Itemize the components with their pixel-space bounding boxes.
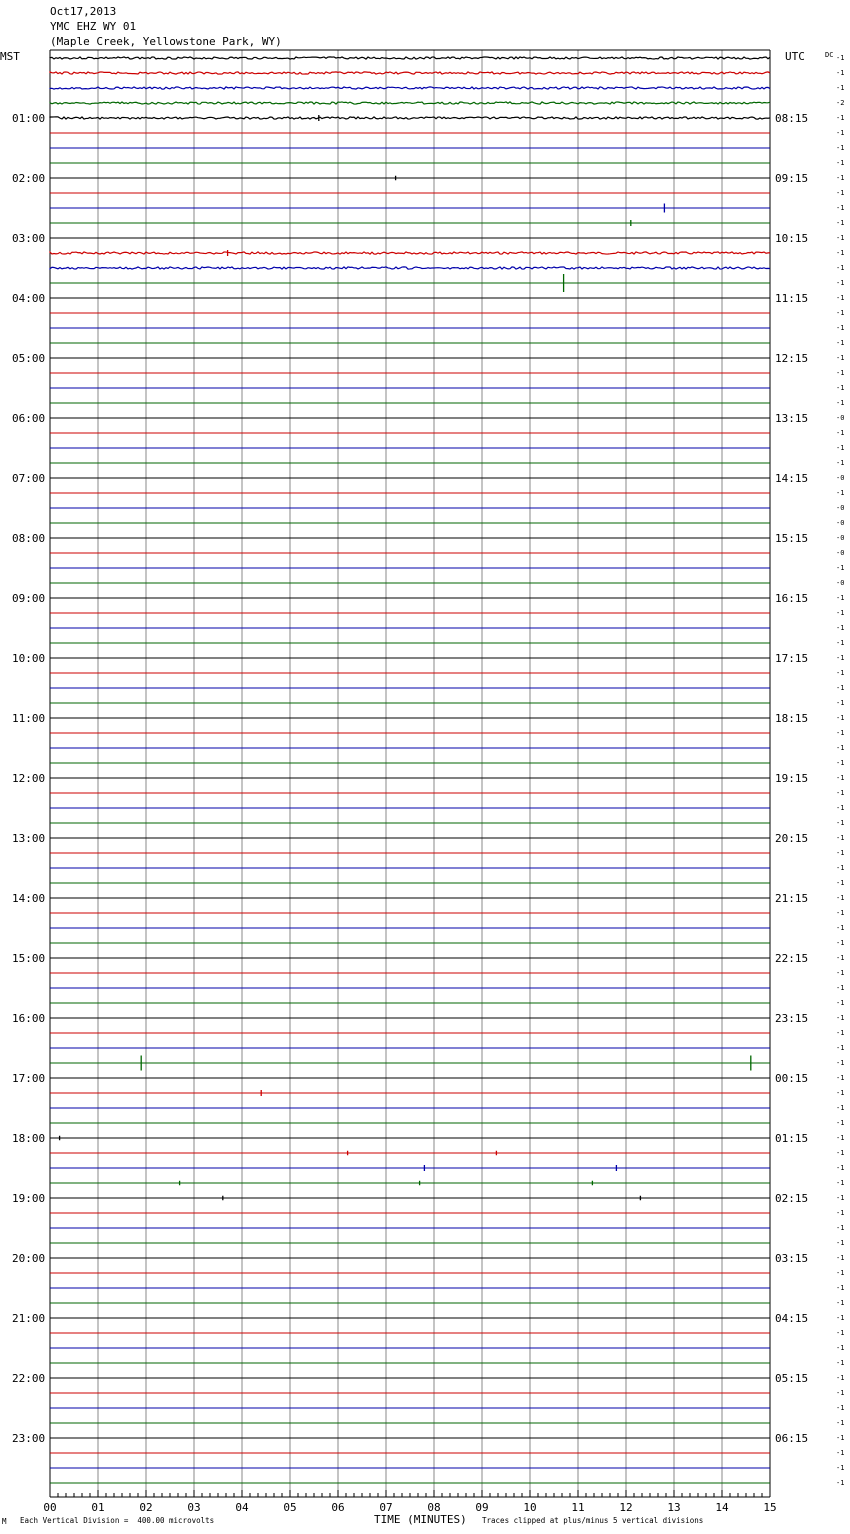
x-tick-label: 07 xyxy=(379,1501,393,1514)
trace-line xyxy=(50,252,770,254)
dc-offset-label: -1 xyxy=(836,459,845,467)
dc-offset-label: -1 xyxy=(836,1344,845,1352)
trace-line xyxy=(50,87,770,89)
mst-hour-label: 21:00 xyxy=(12,1312,46,1325)
utc-label: UTC xyxy=(785,50,805,63)
dc-offset-label: -1 xyxy=(836,234,845,242)
dc-offset-label: -1 xyxy=(836,999,845,1007)
dc-offset-label: -1 xyxy=(836,384,845,392)
dc-offset-label: -1 xyxy=(836,159,845,167)
dc-offset-label: -1 xyxy=(836,924,845,932)
dc-offset-label: -1 xyxy=(836,1479,845,1487)
dc-offset-label: -1 xyxy=(836,1299,845,1307)
dc-offset-label: -1 xyxy=(836,1404,845,1412)
footer-mark: M xyxy=(2,1517,7,1526)
dc-offset-label: -1 xyxy=(836,429,845,437)
clip-note: Traces clipped at plus/minus 5 vertical divisions xyxy=(482,1516,704,1525)
dc-offset-label: -1 xyxy=(836,1089,845,1097)
dc-offset-label: -1 xyxy=(836,1254,845,1262)
utc-hour-label: 16:15 xyxy=(775,592,809,605)
dc-offset-label: -1 xyxy=(836,1209,845,1217)
dc-offset-label: -1 xyxy=(836,1284,845,1292)
dc-offset-label: -1 xyxy=(836,1179,845,1187)
dc-offset-label: -1 xyxy=(836,114,845,122)
mst-hour-label: 23:00 xyxy=(12,1432,46,1445)
utc-hour-label: 18:15 xyxy=(775,712,809,725)
dc-offset-label: -1 xyxy=(836,1269,845,1277)
dc-offset-label: -1 xyxy=(836,144,845,152)
dc-offset-label: -1 xyxy=(836,654,845,662)
dc-offset-label: -1 xyxy=(836,744,845,752)
x-tick-label: 02 xyxy=(139,1501,153,1514)
dc-offset-label: -1 xyxy=(836,1059,845,1067)
dc-offset-label: -1 xyxy=(836,564,845,572)
dc-offset-label: -1 xyxy=(836,189,845,197)
date-label: Oct17,2013 xyxy=(50,5,117,18)
mst-hour-label: 06:00 xyxy=(12,412,46,425)
utc-hour-label: 15:15 xyxy=(775,532,809,545)
dc-offset-label: -1 xyxy=(836,399,845,407)
x-tick-label: 12 xyxy=(619,1501,633,1514)
mst-hour-label: 04:00 xyxy=(12,292,46,305)
dc-offset-label: -1 xyxy=(836,984,845,992)
mst-hour-label: 07:00 xyxy=(12,472,46,485)
x-tick-label: 05 xyxy=(283,1501,297,1514)
dc-offset-label: -1 xyxy=(836,1134,845,1142)
mst-hour-label: 03:00 xyxy=(12,232,46,245)
utc-hour-label: 12:15 xyxy=(775,352,809,365)
x-tick-label: 10 xyxy=(523,1501,537,1514)
trace-line xyxy=(50,57,770,59)
dc-offset-label: -1 xyxy=(836,1104,845,1112)
dc-offset-label: -1 xyxy=(836,669,845,677)
dc-offset-label: -0 xyxy=(836,519,845,527)
x-tick-label: 14 xyxy=(715,1501,729,1514)
trace-line xyxy=(50,72,770,74)
dc-offset-label: -1 xyxy=(836,804,845,812)
mst-hour-label: 05:00 xyxy=(12,352,46,365)
dc-offset-label: -1 xyxy=(836,729,845,737)
utc-hour-label: 02:15 xyxy=(775,1192,809,1205)
mst-label: MST xyxy=(0,50,20,63)
mst-hour-label: 18:00 xyxy=(12,1132,46,1145)
dc-offset-label: -1 xyxy=(836,339,845,347)
dc-offset-label: -1 xyxy=(836,759,845,767)
dc-offset-label: -1 xyxy=(836,939,845,947)
mst-hour-label: 19:00 xyxy=(12,1192,46,1205)
utc-hour-label: 00:15 xyxy=(775,1072,809,1085)
dc-offset-label: -1 xyxy=(836,219,845,227)
utc-hour-label: 21:15 xyxy=(775,892,809,905)
dc-label: DC xyxy=(825,51,834,59)
x-tick-label: 04 xyxy=(235,1501,249,1514)
dc-offset-label: -1 xyxy=(836,54,845,62)
dc-offset-label: -1 xyxy=(836,1359,845,1367)
dc-offset-label: -0 xyxy=(836,534,845,542)
mst-hour-label: 15:00 xyxy=(12,952,46,965)
dc-offset-label: -1 xyxy=(836,249,845,257)
dc-offset-label: -1 xyxy=(836,1434,845,1442)
dc-offset-label: -1 xyxy=(836,489,845,497)
dc-offset-label: -1 xyxy=(836,714,845,722)
dc-offset-label: -1 xyxy=(836,1194,845,1202)
x-tick-label: 15 xyxy=(763,1501,777,1514)
dc-offset-label: -1 xyxy=(836,369,845,377)
dc-offset-label: -1 xyxy=(836,1374,845,1382)
x-tick-label: 03 xyxy=(187,1501,201,1514)
location-label: (Maple Creek, Yellowstone Park, WY) xyxy=(50,35,282,48)
dc-offset-label: -1 xyxy=(836,774,845,782)
trace-line xyxy=(50,117,770,119)
station-label: YMC EHZ WY 01 xyxy=(50,20,137,33)
mst-hour-label: 09:00 xyxy=(12,592,46,605)
dc-offset-label: -1 xyxy=(836,1314,845,1322)
dc-offset-label: -1 xyxy=(836,969,845,977)
dc-offset-label: -1 xyxy=(836,1464,845,1472)
x-tick-label: 13 xyxy=(667,1501,681,1514)
dc-offset-label: -1 xyxy=(836,594,845,602)
x-tick-label: 09 xyxy=(475,1501,489,1514)
mst-hour-label: 16:00 xyxy=(12,1012,46,1025)
dc-offset-label: -1 xyxy=(836,1074,845,1082)
utc-hour-label: 17:15 xyxy=(775,652,809,665)
dc-offset-label: -1 xyxy=(836,1389,845,1397)
dc-offset-label: -1 xyxy=(836,1119,845,1127)
dc-offset-label: -1 xyxy=(836,129,845,137)
dc-offset-label: -2 xyxy=(836,99,845,107)
utc-hour-label: 05:15 xyxy=(775,1372,809,1385)
dc-offset-label: -0 xyxy=(836,579,845,587)
scale-note: Each Vertical Division = 400.00 microvolts xyxy=(20,1516,215,1525)
utc-hour-label: 06:15 xyxy=(775,1432,809,1445)
dc-offset-label: -1 xyxy=(836,1449,845,1457)
x-tick-label: 00 xyxy=(43,1501,57,1514)
dc-offset-label: -1 xyxy=(836,849,845,857)
dc-offset-label: -1 xyxy=(836,1044,845,1052)
utc-hour-label: 13:15 xyxy=(775,412,809,425)
utc-hour-label: 03:15 xyxy=(775,1252,809,1265)
dc-offset-label: -1 xyxy=(836,624,845,632)
mst-hour-label: 12:00 xyxy=(12,772,46,785)
dc-offset-label: -1 xyxy=(836,609,845,617)
x-tick-label: 11 xyxy=(571,1501,585,1514)
x-tick-label: 06 xyxy=(331,1501,345,1514)
dc-offset-label: -1 xyxy=(836,894,845,902)
dc-offset-label: -1 xyxy=(836,639,845,647)
trace-line xyxy=(50,267,770,269)
dc-offset-label: -1 xyxy=(836,909,845,917)
utc-hour-label: 20:15 xyxy=(775,832,809,845)
dc-offset-label: -0 xyxy=(836,504,845,512)
dc-offset-label: -1 xyxy=(836,684,845,692)
dc-offset-label: -1 xyxy=(836,324,845,332)
mst-hour-label: 08:00 xyxy=(12,532,46,545)
dc-offset-label: -1 xyxy=(836,1014,845,1022)
dc-offset-label: -1 xyxy=(836,834,845,842)
utc-hour-label: 22:15 xyxy=(775,952,809,965)
utc-hour-label: 01:15 xyxy=(775,1132,809,1145)
dc-offset-label: -0 xyxy=(836,414,845,422)
dc-offset-label: -1 xyxy=(836,879,845,887)
mst-hour-label: 17:00 xyxy=(12,1072,46,1085)
mst-hour-label: 02:00 xyxy=(12,172,46,185)
dc-offset-label: -1 xyxy=(836,1329,845,1337)
utc-hour-label: 23:15 xyxy=(775,1012,809,1025)
mst-hour-label: 01:00 xyxy=(12,112,46,125)
dc-offset-label: -1 xyxy=(836,1224,845,1232)
x-axis-title: TIME (MINUTES) xyxy=(374,1513,467,1526)
x-tick-label: 08 xyxy=(427,1501,441,1514)
dc-offset-label: -1 xyxy=(836,174,845,182)
utc-hour-label: 09:15 xyxy=(775,172,809,185)
dc-offset-label: -1 xyxy=(836,69,845,77)
dc-offset-label: -1 xyxy=(836,444,845,452)
mst-hour-label: 13:00 xyxy=(12,832,46,845)
utc-hour-label: 04:15 xyxy=(775,1312,809,1325)
mst-hour-label: 14:00 xyxy=(12,892,46,905)
dc-offset-label: -1 xyxy=(836,1239,845,1247)
dc-offset-label: -1 xyxy=(836,1149,845,1157)
mst-hour-label: 11:00 xyxy=(12,712,46,725)
dc-offset-label: -1 xyxy=(836,819,845,827)
dc-offset-label: -1 xyxy=(836,294,845,302)
dc-offset-label: -1 xyxy=(836,354,845,362)
dc-offset-label: -1 xyxy=(836,789,845,797)
mst-hour-label: 20:00 xyxy=(12,1252,46,1265)
dc-offset-label: -0 xyxy=(836,474,845,482)
utc-hour-label: 11:15 xyxy=(775,292,809,305)
x-tick-label: 01 xyxy=(91,1501,105,1514)
dc-offset-label: -0 xyxy=(836,549,845,557)
dc-offset-label: -1 xyxy=(836,864,845,872)
dc-offset-label: -1 xyxy=(836,954,845,962)
dc-offset-label: -1 xyxy=(836,699,845,707)
dc-offset-label: -1 xyxy=(836,309,845,317)
trace-line xyxy=(50,102,770,104)
dc-offset-label: -1 xyxy=(836,264,845,272)
utc-hour-label: 19:15 xyxy=(775,772,809,785)
dc-offset-label: -1 xyxy=(836,1419,845,1427)
dc-offset-label: -1 xyxy=(836,84,845,92)
mst-hour-label: 10:00 xyxy=(12,652,46,665)
dc-offset-label: -1 xyxy=(836,204,845,212)
mst-hour-label: 22:00 xyxy=(12,1372,46,1385)
utc-hour-label: 14:15 xyxy=(775,472,809,485)
dc-offset-label: -1 xyxy=(836,279,845,287)
dc-offset-label: -1 xyxy=(836,1029,845,1037)
dc-offset-label: -1 xyxy=(836,1164,845,1172)
utc-hour-label: 10:15 xyxy=(775,232,809,245)
utc-hour-label: 08:15 xyxy=(775,112,809,125)
